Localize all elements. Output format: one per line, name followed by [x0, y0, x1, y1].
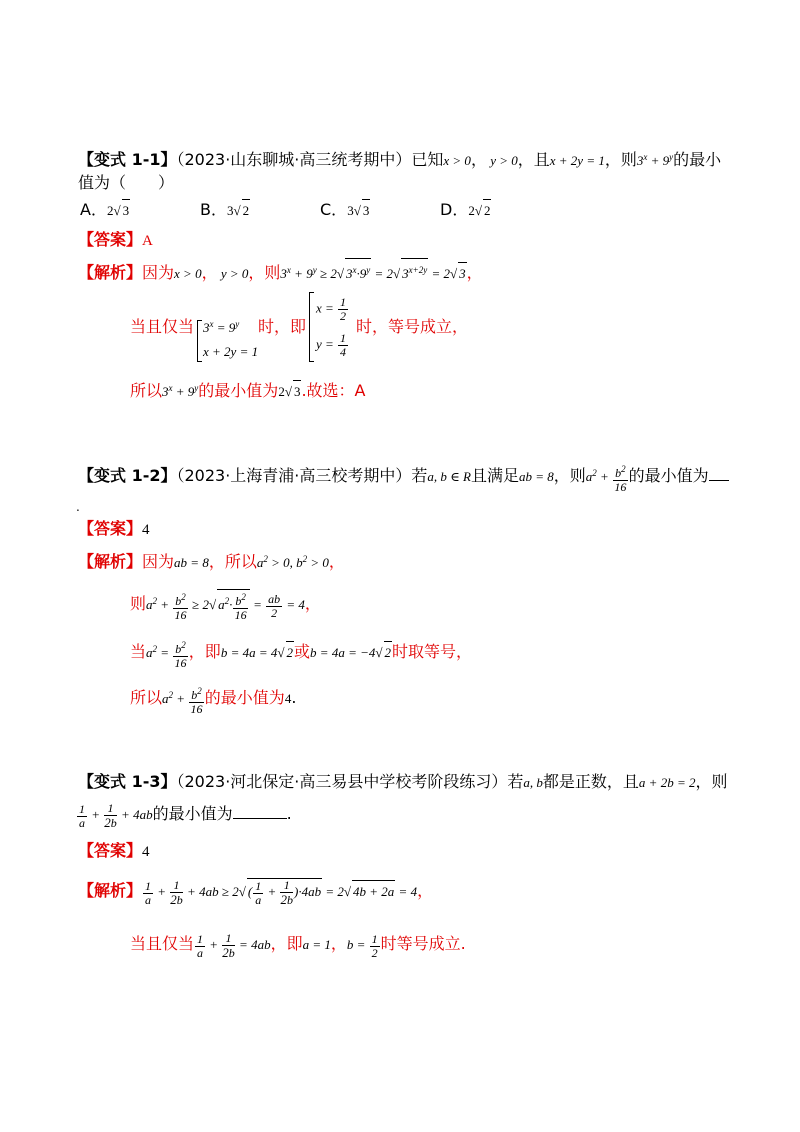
- solution-text: 或: [294, 642, 311, 661]
- math-expression: $3^x + 9^y$: [636, 152, 674, 168]
- punct: ，: [328, 552, 345, 571]
- math-condition: b = 4a = −4√ 2: [310, 645, 392, 660]
- option-d: [440, 199, 491, 222]
- answer-value: 4: [142, 522, 150, 538]
- punct: ，且: [517, 150, 550, 169]
- option-key: D．: [440, 200, 469, 219]
- solution-text: 因为: [142, 552, 175, 571]
- punct: .: [291, 688, 297, 707]
- math-condition: a + 2b = 2: [638, 775, 696, 790]
- solution-text: 的最小值为: [198, 381, 279, 400]
- problem-tag: 【变式 1-2】: [78, 466, 177, 485]
- problem-text: 都是正数，且: [542, 772, 639, 791]
- stray-period: .: [76, 500, 80, 514]
- solution-text: 因为: [142, 263, 175, 282]
- math-condition: ab = 8: [174, 555, 209, 570]
- punct: ，: [466, 263, 483, 282]
- eq-text-1: 当且仅当: [130, 317, 195, 336]
- math-inequality: $3^x + 9^y \ge 2√$ $3^x\cdot 9^y = 2√$ $3^{x+2y} = 2√$ 3: [280, 266, 466, 281]
- answer-value: 4: [142, 844, 150, 860]
- solution-text: ，则: [248, 263, 281, 282]
- punct: ，: [417, 880, 434, 900]
- math-condition: a = 1: [302, 936, 331, 952]
- solution-1-2-line3: [130, 638, 472, 670]
- math-condition: x > 0: [174, 266, 202, 281]
- punct: ，: [201, 263, 218, 282]
- solution-text: ，即: [270, 933, 303, 953]
- solution-text: ，所以: [208, 552, 257, 571]
- answer-1-2: [78, 518, 150, 541]
- problem-1-3-stem: [78, 771, 727, 794]
- problem-tag: 【变式 1-3】: [78, 772, 177, 791]
- solution-text: .故选：A: [301, 381, 366, 400]
- punct: ，: [304, 594, 321, 613]
- punct: ，则: [604, 150, 637, 169]
- option-b: [200, 199, 250, 222]
- option-value: 2√ 2: [468, 203, 491, 218]
- solution-text: 所以: [130, 381, 163, 400]
- math-condition: y > 0: [217, 266, 249, 281]
- solution-label: 【解析】: [78, 880, 143, 900]
- math-condition: x > 0: [443, 153, 471, 168]
- problem-text: 且满足: [470, 466, 519, 485]
- solution-label: 【解析】: [78, 263, 143, 282]
- system-2-eq2: y = $\frac{1}{4}$: [316, 331, 347, 359]
- math-condition: x + 2y = 1: [549, 153, 605, 168]
- problem-tag: 【变式 1-1】: [78, 150, 177, 169]
- option-value: 3√ 2: [227, 203, 250, 218]
- solution-1-2: [78, 548, 345, 574]
- eq-text-3: 时，等号成立，: [356, 317, 469, 336]
- problem-source: （2023·河北保定·高三易县中学校考阶段练习）若: [176, 772, 524, 791]
- option-value: 2√ 3: [107, 203, 130, 218]
- solution-1-3-line2: [130, 932, 466, 960]
- math-condition: a, b: [523, 775, 543, 790]
- problem-source: （2023·上海青浦·高三校考期中）若: [176, 466, 428, 485]
- answer-label: 【答案】: [78, 841, 143, 860]
- punct: ，: [470, 150, 487, 169]
- solution-label: 【解析】: [78, 552, 143, 571]
- option-key: A．: [80, 200, 107, 219]
- math-value: 4: [284, 691, 292, 706]
- solution-text: 当: [130, 642, 147, 661]
- option-value: 3√ 3: [347, 203, 370, 218]
- punct: ，: [330, 933, 347, 953]
- solution-1-2-line2: [130, 589, 321, 622]
- option-key: C．: [320, 200, 348, 219]
- punct: ，则: [695, 772, 728, 791]
- solution-text: 时取等号，: [392, 642, 473, 661]
- system-2-eq1: x = $\frac{1}{2}$: [316, 295, 347, 323]
- answer-blank[interactable]: [709, 480, 729, 481]
- eq-text-2: 时，即: [258, 317, 307, 336]
- math-expression: $a^2$ + $\frac{b^2}{16}$: [162, 685, 203, 716]
- answer-1-1: [78, 229, 153, 252]
- solution-text: 的最小值为: [204, 688, 285, 707]
- math-condition: $a^2 > 0$, $b^2 > 0$: [256, 554, 329, 570]
- math-condition: $\frac{1}{a}$ + $\frac{1}{2b}$ = 4ab: [197, 931, 271, 960]
- solution-1-2-line4: [130, 684, 296, 716]
- punct: ，则: [553, 466, 586, 485]
- math-inequality: $a^2$ + $\frac{b^2}{16}$ ≥ 2√ $a^2\cdot$ $\frac{b^2}{16}$ = $\frac{ab}{2}$ = 4: [146, 597, 305, 612]
- system-brace: [309, 292, 314, 362]
- math-value: 2√ 3: [278, 384, 301, 399]
- system-1-eq2: x + 2y = 1: [203, 344, 259, 359]
- solution-1-1: [78, 258, 483, 285]
- math-expression: $a^2$ + $\frac{b^2}{16}$: [585, 463, 627, 494]
- system-brace: [197, 320, 202, 362]
- math-inequality: $\frac{1}{a}$ + $\frac{1}{2b}$ + 4ab ≥ 2√ ( $\frac{1}{a}$ + $\frac{1}{2b}$ )·4ab = 2√ 4b + 2a = 4: [142, 884, 417, 899]
- answer-value: A: [142, 233, 153, 249]
- math-condition: a, b ∈ R: [427, 469, 471, 484]
- system-1-eq1: $3^x = 9^y$: [203, 319, 240, 335]
- solution-text: 则: [130, 594, 147, 613]
- answer-label: 【答案】: [78, 519, 143, 538]
- conclusion-1-1: [130, 377, 366, 403]
- math-expression: $\frac{1}{a}$ + $\frac{1}{2b}$ + 4ab: [79, 801, 153, 830]
- punct: .: [286, 803, 292, 823]
- math-condition: b = $\frac{1}{2}$: [346, 931, 378, 960]
- problem-text: 的最小: [673, 150, 722, 169]
- problem-text: 的最小值为: [152, 803, 233, 823]
- option-a: [80, 199, 130, 222]
- math-condition: y > 0: [486, 153, 518, 168]
- math-condition: ab = 8: [518, 469, 554, 484]
- answer-1-3: [78, 840, 150, 863]
- math-condition: $a^2$ = $\frac{b^2}{16}$: [146, 639, 187, 670]
- answer-label: 【答案】: [78, 230, 143, 249]
- option-c: [320, 199, 370, 222]
- math-condition: b = 4a = 4√ 2: [221, 645, 294, 660]
- problem-source: （2023·山东聊城·高三统考期中）已知: [176, 150, 444, 169]
- problem-1-1-line2: 值为（ ）: [78, 173, 175, 192]
- solution-text: 当且仅当: [130, 933, 195, 953]
- problem-1-3-line2: [76, 802, 292, 830]
- answer-blank[interactable]: [233, 818, 287, 819]
- math-expression: $3^x + 9^y$: [162, 383, 199, 399]
- solution-text: ，即: [188, 642, 221, 661]
- problem-1-2-stem: [78, 462, 729, 494]
- solution-1-3: [78, 878, 433, 907]
- solution-text: 时等号成立.: [380, 933, 466, 953]
- option-key: B．: [200, 200, 227, 219]
- problem-1-1-stem: [78, 146, 721, 172]
- solution-text: 所以: [130, 688, 163, 707]
- problem-text: 的最小值为: [628, 466, 709, 485]
